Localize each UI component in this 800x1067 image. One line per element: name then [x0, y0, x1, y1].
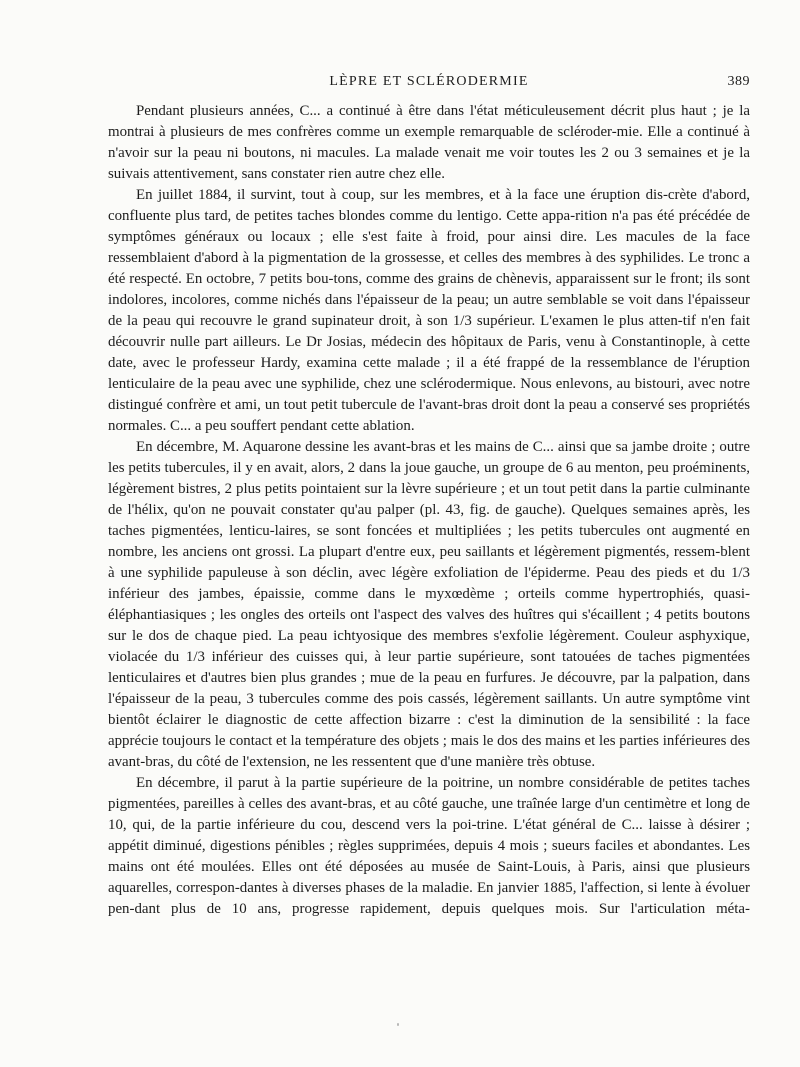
paragraph: Pendant plusieurs années, C... a continué à être dans l'état méticuleusement décrit plus haut ; je la montrai à plusieurs de mes confrères comme un exemple remarquable de scléroder-mie. Elle a continué à n'avoir sur la peau ni boutons, ni macules. La malade venait me voir toutes les 2 ou 3 semaines et je la suivais attentivement, sans constater rien autre chez elle. — [108, 103, 750, 182]
running-title: LÈPRE ET SCLÉRODERMIE — [329, 74, 529, 89]
body-text — [108, 101, 750, 920]
paper-speck — [397, 1023, 399, 1026]
paragraph: En décembre, il parut à la partie supérieure de la poitrine, un nombre considérable de petites taches pigmentées, pareilles à celles des avant-bras, et au côté gauche, une traînée large d'un centimètre et long de 10, qui, de la partie inférieure du cou, descend vers la poi-trine. L'état général de C... laisse à désirer ; appétit diminué, digestions pénibles ; règles supprimées, depuis 4 mois ; sueurs faciles et abondantes. Les mains ont été moulées. Elles ont été déposées au musée de Saint-Louis, à Paris, ainsi que plusieurs aquarelles, correspon-dantes à diverses phases de la maladie. En janvier 1885, l'affection, si lente à évoluer pen-dant plus de 10 ans, progresse rapidement, depuis quelques mois. Sur l'articulation méta- — [108, 775, 750, 917]
running-head — [108, 74, 750, 96]
paragraph: En juillet 1884, il survint, tout à coup, sur les membres, et à la face une éruption dis-crète d'abord, confluente plus tard, de petites taches blondes comme du lentigo. Cette appa-rition n'a pas été précédée de symptômes généraux ou locaux ; elle s'est faite à froid, pour ainsi dire. Les macules de la face ressemblaient d'abord à la pigmentation de la grossesse, et celles des membres à des syphilides. Le tronc a été respecté. En octobre, 7 petits bou-tons, comme des grains de chènevis, apparaissent sur le front; ils sont indolores, incolores, comme nichés dans l'épaisseur de la peau; un autre semblable se voit dans l'épaisseur de la peau qui recouvre le grand supinateur droit, à son 1/3 supérieur. L'examen le plus atten-tif n'en fait découvrir nulle part ailleurs. Le Dr Josias, médecin des hôpitaux de Paris, venu à Constantinople, à cette date, avec le professeur Hardy, examina cette malade ; il a été frappé de la ressemblance de l'éruption lenticulaire de la peau avec une syphilide, chez une sclérodermique. Nous enlevons, au bistouri, avec notre distingué confrère et ami, un tout petit tubercule de l'avant-bras droit dont la peau a conservé ses propriétés normales. C... a peu souffert pendant cette ablation. — [108, 187, 750, 434]
paragraph: En décembre, M. Aquarone dessine les avant-bras et les mains de C... ainsi que sa jambe droite ; outre les petits tubercules, il y en avait, alors, 2 dans la joue gauche, un groupe de 6 au menton, peu proéminents, légèrement bistres, 2 plus petits pointaient sur la lèvre supérieure ; et un tout petit dans la partie culminante de l'hélix, qu'on ne pouvait constater qu'au palper (pl. 43, fig. de gauche). Quelques semaines après, les taches pigmentées, lenticu-laires, se sont foncées et multipliées ; les petits tubercules ont augmenté en nombre, les anciens ont grossi. La plupart d'entre eux, peu saillants et légèrement pigmentés, ressem-blent à une syphilide papuleuse à son déclin, avec légère exfoliation de l'épiderme. Peau des pieds et du 1/3 inférieur des jambes, épaissie, comme dans le myxœdème ; orteils comme hypertrophiés, quasi-éléphantiasiques ; les ongles des orteils ont l'aspect des valves des huîtres qui s'écaillent ; 4 petits boutons sur le dos de chaque pied. La peau ichtyosique des membres s'exfolie légèrement. Couleur asphyxique, violacée du 1/3 inférieur des cuisses qui, à leur partie supérieure, sont tatouées de taches pigmentées lenticulaires et d'autres bien plus grandes ; mue de la peau en furfures. Je découvre, par la palpation, dans l'épaisseur de la peau, 3 tubercules comme des pois cassés, légèrement saillants. Un autre symptôme vint bientôt éclairer le diagnostic de cette affection bizarre : c'est la diminution de la sensibilité : la face apprécie toujours le contact et la température des objets ; mais le dos des mains et les parties inférieures des avant-bras, du côté de l'extension, ne les ressentent que d'une manière très obtuse. — [108, 439, 750, 770]
page-number: 389 — [727, 74, 750, 89]
